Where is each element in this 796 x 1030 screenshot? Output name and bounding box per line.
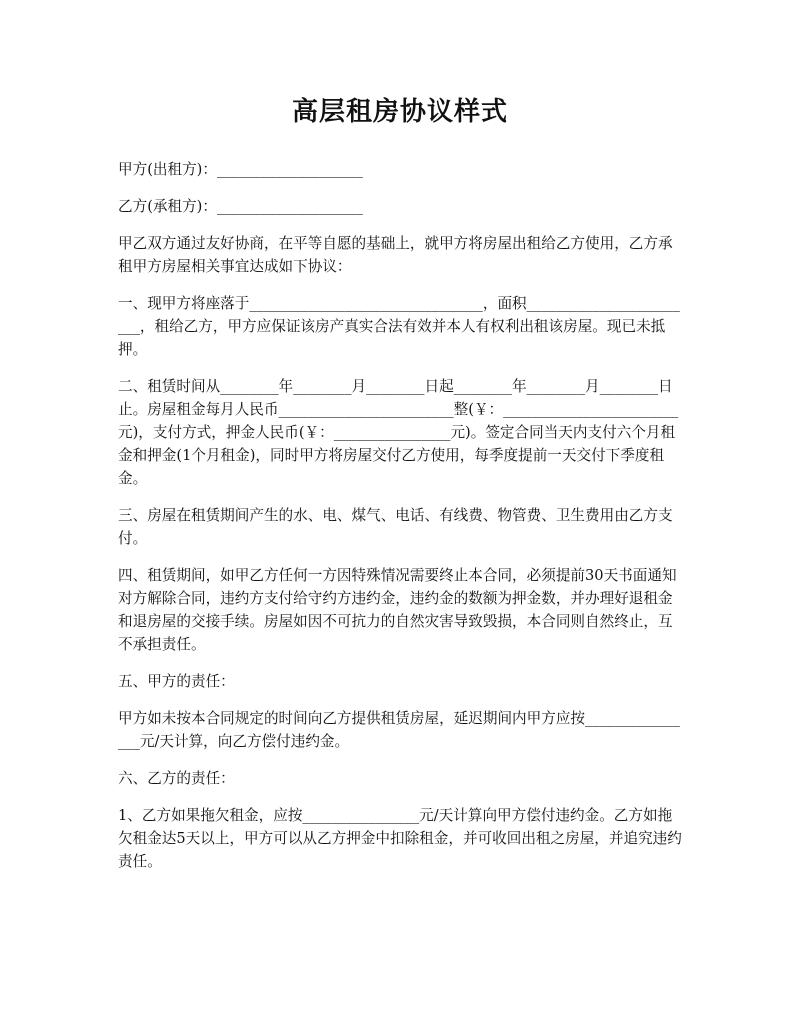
clause-3-utilities: 三、房屋在租赁期间产生的水、电、煤气、电话、有线费、物管费、卫生费用由乙方支付。 xyxy=(118,507,673,547)
document-page xyxy=(118,92,682,887)
clause-5-body: 甲方如未按本合同规定的时间向乙方提供租赁房屋，延迟期间内甲方应按________________元/天计算，向乙方偿付违约金。 xyxy=(118,710,680,750)
clause-5-heading: 五、甲方的责任： xyxy=(118,673,235,690)
clause-6-heading: 六、乙方的责任： xyxy=(118,770,235,787)
document-title: 高层租房协议样式 xyxy=(291,97,508,127)
clause-2-term-and-rent: 二、租赁时间从________年________月________日起________年________月________日止。房屋租金每月人民币________________________整(￥：________________________元)，支付方式，押金人民币(￥：________________元)。签定合同当天内支付六个月租金和押金(1个月租金)，同时甲方将房屋交付乙方使用，每季度提前一天交付下季度租金。 xyxy=(118,378,679,487)
clause-1-property: 一、现甲方将座落于________________________________，面积________________________，租给乙方，甲方应保证该房产真实合法有效并本人有权利出租该房屋。现已未抵押。 xyxy=(118,295,680,358)
clause-6-body: 1、乙方如果拖欠租金，应按________________元/天计算向甲方偿付违约金。乙方如拖欠租金达5天以上，甲方可以从乙方押金中扣除租金，并可收回出租之房屋，并追究违约责任。 xyxy=(118,807,682,870)
party-b-line: 乙方(承租方)：____________________ xyxy=(118,198,363,215)
preamble-paragraph: 甲乙双方通过友好协商，在平等自愿的基础上，就甲方将房屋出租给乙方使用，乙方承租甲方房屋相关事宜达成如下协议： xyxy=(118,235,673,275)
clause-4-termination: 四、租赁期间，如甲乙方任何一方因特殊情况需要终止本合同，必须提前30天书面通知对方解除合同，违约方支付给守约方违约金，违约金的数额为押金数，并办理好退租金和退房屋的交接手续。房屋如因不可抗力的自然灾害导致毁损，本合同则自然终止，互不承担责任。 xyxy=(118,567,677,653)
party-a-line: 甲方(出租方)：____________________ xyxy=(118,161,363,178)
